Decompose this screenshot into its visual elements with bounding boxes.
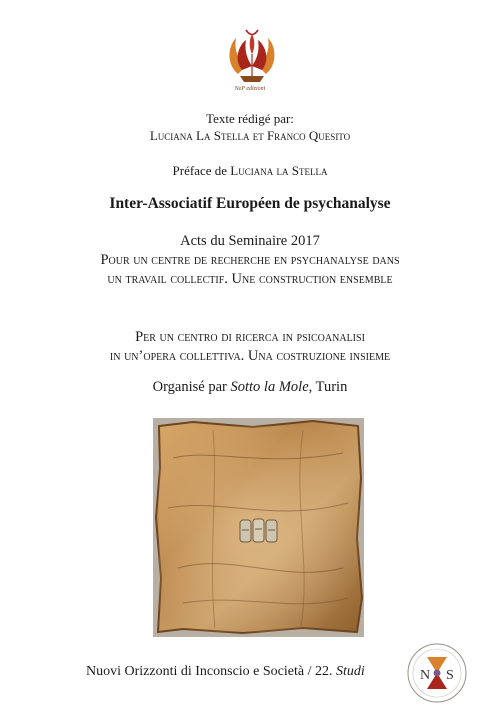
publisher-name: NeP edizioni xyxy=(234,86,266,92)
preface-credit xyxy=(0,163,500,179)
preface-author: Luciana la Stella xyxy=(230,163,328,178)
french-title-line1: Pour un centre de recherche en psychanalyse dans xyxy=(100,252,400,268)
preface-label: Préface de xyxy=(172,163,231,178)
nos-seal-icon xyxy=(406,642,468,704)
seminar-title: Acts du Seminaire 2017 xyxy=(180,233,320,249)
organised-suffix: , Turin xyxy=(308,379,348,395)
artwork-rolls xyxy=(240,519,277,542)
italian-title-line2: in un’opera collettiva. Una costruzione insieme xyxy=(109,348,391,364)
french-title-line2: un travail collectif. Une construction ensemble xyxy=(107,271,393,287)
redige-label: Texte rédigé par: xyxy=(206,111,294,126)
crumpled-gold-artwork-image xyxy=(153,418,364,637)
organised-prefix: Organisé par xyxy=(152,379,231,395)
series-name: Nuovi Orizzonti di Inconscio e Società / 22. xyxy=(86,664,336,679)
seminar-block-italian xyxy=(0,328,500,366)
authors: Luciana La Stella et Franco Quesito xyxy=(149,128,351,143)
seal-letter-n: N xyxy=(420,668,431,683)
organiser-name: Sotto la Mole xyxy=(230,379,309,395)
author-credits xyxy=(0,110,500,144)
organiser-line xyxy=(0,379,500,396)
seminar-block-french xyxy=(0,232,500,289)
association-title: Inter-Associatif Européen de psychanalyse xyxy=(109,195,391,212)
seal-letter-s: S xyxy=(446,668,454,683)
series-title xyxy=(86,664,365,680)
series-category: Studi xyxy=(336,664,365,679)
italian-title-line1: Per un centro di ricerca in psicoanalisi xyxy=(135,329,365,345)
